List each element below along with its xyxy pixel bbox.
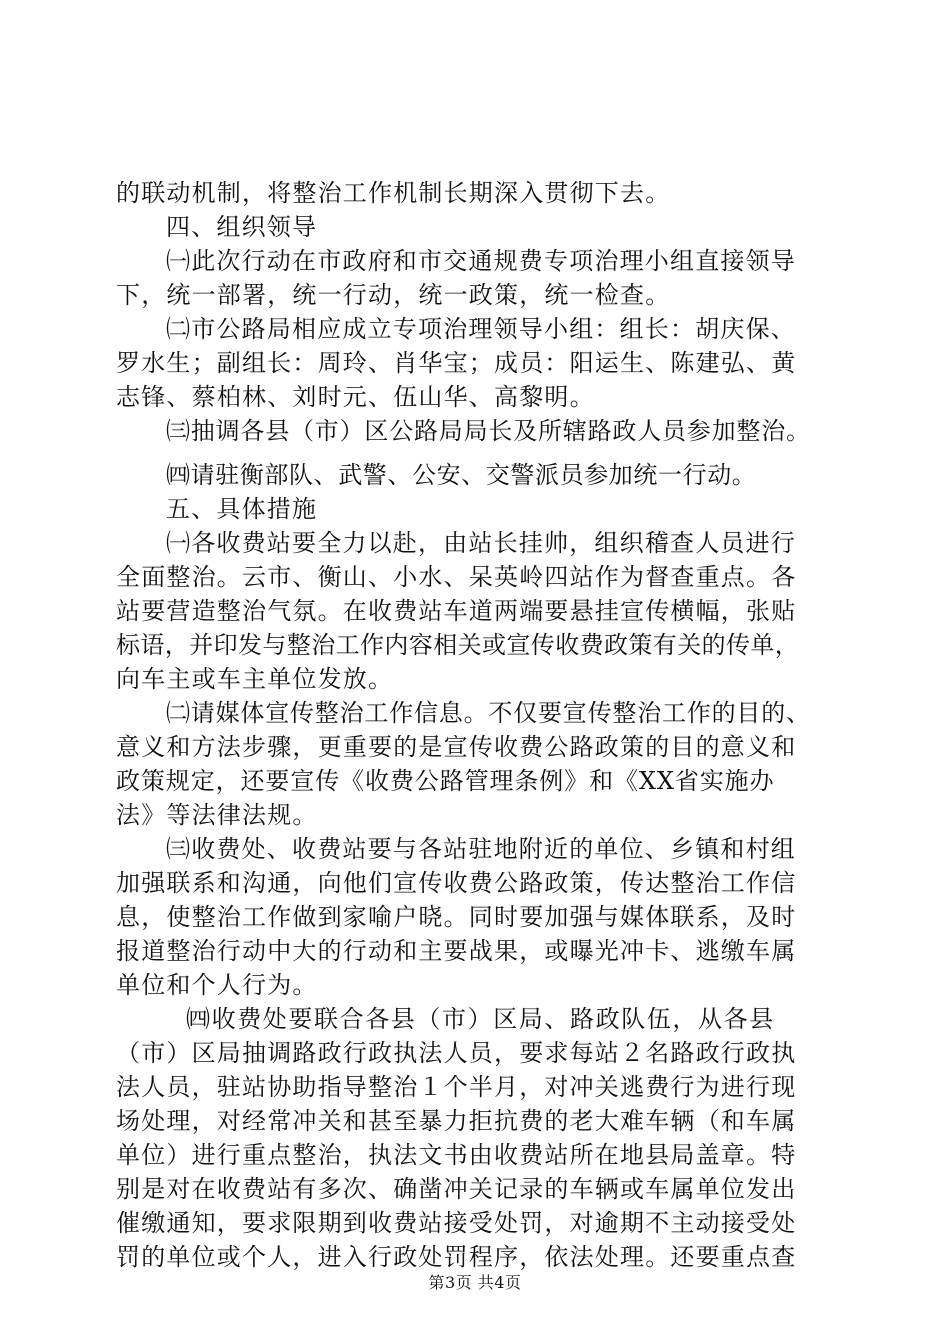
text-line: 单位和个人行为。	[116, 971, 318, 999]
text-line: ㈠各收费站要全力以赴，由站长挂帅，组织稽查人员进行	[166, 529, 796, 557]
text-line: 罗水生；副组长：周玲、肖华宝；成员：阳运生、陈建弘、黄	[116, 349, 797, 377]
text-line: ㈣请驻衡部队、武警、公安、交警派员参加统一行动。	[166, 461, 757, 489]
text-line: 向车主或车主单位发放。	[116, 665, 394, 693]
text-line: 单位）进行重点整治，执法文书由收费站所在地县局盖章。特	[116, 1141, 797, 1169]
text-line: 加强联系和沟通，向他们宣传收费公路政策，传达整治工作信	[116, 869, 797, 897]
text-line: （市）区局抽调路政行政执法人员，要求每站２名路政行政执	[116, 1039, 797, 1067]
text-line: 政策规定，还要宣传《收费公路管理条例》和《XX省实施办	[116, 767, 775, 795]
text-line: ㈢收费处、收费站要与各站驻地附近的单位、乡镇和村组	[166, 835, 796, 863]
text-line: 催缴通知，要求限期到收费站接受处罚，对逾期不主动接受处	[116, 1209, 797, 1237]
text-line: 全面整治。云市、衡山、小水、呆英岭四站作为督查重点。各	[116, 563, 797, 591]
text-line: 意义和方法步骤，更重要的是宣传收费公路政策的目的意义和	[116, 733, 797, 761]
text-line: 报道整治行动中大的行动和主要战果，或曝光冲卡、逃缴车属	[116, 937, 797, 965]
text-line: 法人员，驻站协助指导整治１个半月，对冲关逃费行为进行现	[116, 1073, 797, 1101]
text-line: 站要营造整治气氛。在收费站车道两端要悬挂宣传横幅，张贴	[116, 597, 797, 625]
text-line: 法》等法律法规。	[116, 801, 318, 829]
page-footer: 第3页 共4页	[428, 1273, 522, 1292]
section-heading: 五、具体措施	[166, 495, 318, 523]
text-line: ㈡市公路局相应成立专项治理领导小组：组长：胡庆保、	[166, 315, 796, 343]
text-line: 罚的单位或个人，进入行政处罚程序，依法处理。还要重点查	[116, 1243, 797, 1271]
text-line: 下，统一部署，统一行动，统一政策，统一检查。	[116, 281, 671, 309]
text-line: ㈠此次行动在市政府和市交通规费专项治理小组直接领导	[166, 247, 796, 275]
text-line: ㈣收费处要联合各县（市）区局、路政队伍，从各县	[186, 1005, 775, 1033]
text-line: 场处理，对经常冲关和甚至暴力拒抗费的老大难车辆（和车属	[116, 1107, 797, 1135]
text-line: ㈡请媒体宣传整治工作信息。不仅要宣传整治工作的目的、	[166, 699, 811, 727]
text-line: 息，使整治工作做到家喻户晓。同时要加强与媒体联系，及时	[116, 903, 797, 931]
text-line: 标语，并印发与整治工作内容相关或宣传收费政策有关的传单，	[116, 631, 800, 659]
text-line: 的联动机制，将整治工作机制长期深入贯彻下去。	[116, 179, 671, 207]
text-line: 别是对在收费站有多次、确凿冲关记录的车辆或车属单位发出	[116, 1175, 797, 1203]
text-line: ㈢抽调各县（市）区公路局局长及所辖路政人员参加整治。	[166, 417, 811, 445]
section-heading: 四、组织领导	[166, 213, 318, 241]
text-line: 志锋、蔡柏林、刘时元、伍山华、高黎明。	[116, 383, 595, 411]
